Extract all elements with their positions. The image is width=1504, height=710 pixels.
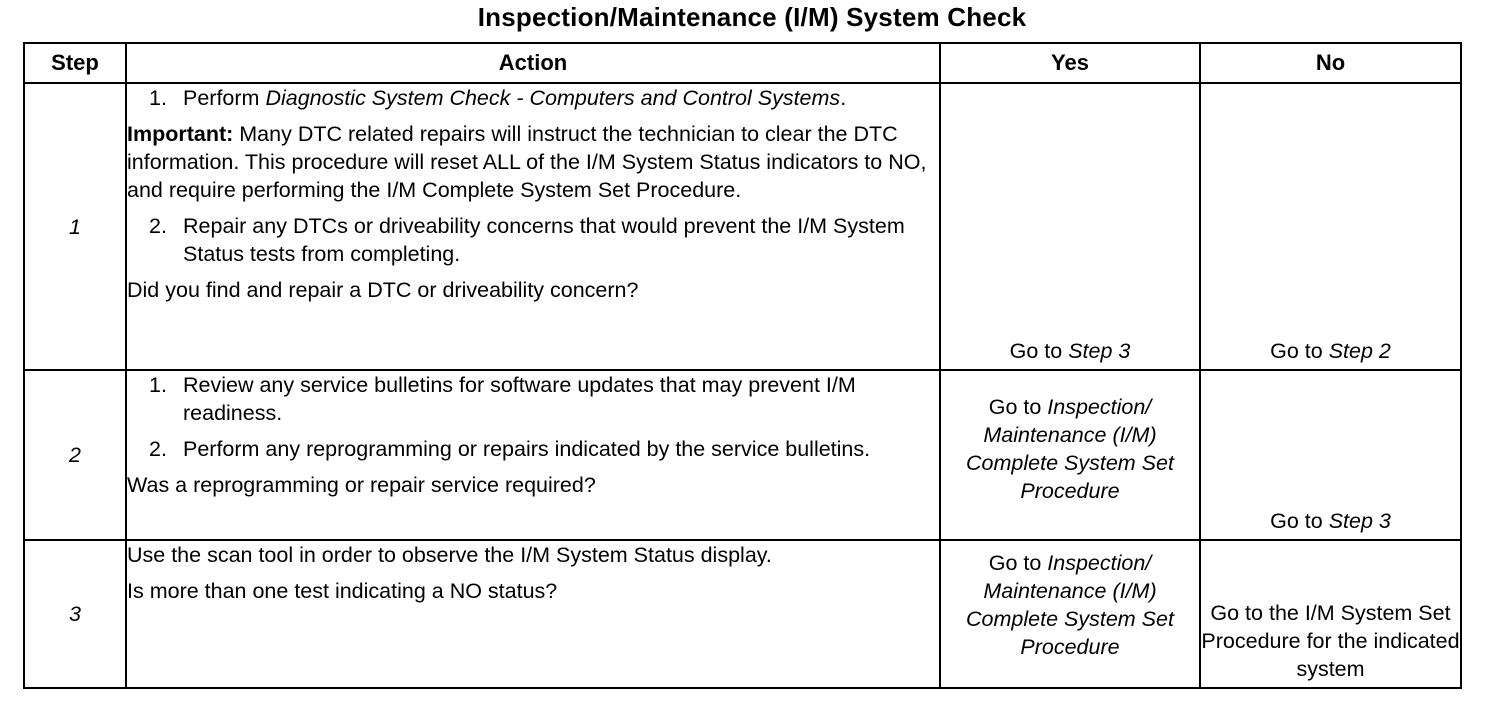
item-number: 2. (149, 437, 167, 461)
yes-cell: Go to Inspection/ Maintenance (I/M) Complete System Set Procedure (940, 370, 1200, 540)
numbered-item (127, 435, 939, 463)
item-text: Perform any reprogramming or repairs indicated by the service bulletins. (183, 437, 871, 461)
numbered-item (127, 84, 939, 112)
question: Was a reprogramming or repair service required? (127, 473, 596, 497)
header-step: Step (24, 43, 126, 83)
goto-step-2-link[interactable]: Step 2 (1328, 339, 1391, 363)
action-cell (126, 370, 940, 540)
item-text: Perform Diagnostic System Check - Computers and Control Systems. (183, 86, 847, 110)
page-title: Inspection/Maintenance (I/M) System Check (477, 2, 1027, 32)
important-label: Important: (127, 122, 234, 146)
step-number: 1 (24, 83, 126, 370)
no-cell: Go to Step 3 (1200, 370, 1461, 540)
computers-control-systems-link[interactable]: Computers and Control Systems (529, 86, 841, 110)
goto-step-3-link[interactable]: Step 3 (1068, 339, 1131, 363)
question: Did you find and repair a DTC or driveability concern? (127, 278, 639, 302)
question: Is more than one test indicating a NO status? (127, 579, 558, 603)
im-complete-set-procedure-link[interactable]: Inspection/ Maintenance (I/M) Complete System Set Procedure (966, 551, 1174, 659)
system-check-table (23, 42, 1462, 689)
yes-cell: Go to Step 3 (940, 83, 1200, 370)
action-cell (126, 540, 940, 688)
no-cell: Go to Step 2 (1200, 83, 1461, 370)
im-complete-set-procedure-link[interactable]: Inspection/ Maintenance (I/M) Complete System Set Procedure (966, 395, 1174, 503)
diagnostic-check-link[interactable]: Diagnostic System Check - (265, 86, 530, 110)
step-number: 2 (24, 370, 126, 540)
yes-cell: Go to Inspection/ Maintenance (I/M) Complete System Set Procedure (940, 540, 1200, 688)
item-text: Repair any DTCs or driveability concerns that would prevent the I/M System Status tests from completing. (183, 214, 905, 266)
goto-step-3-link[interactable]: Step 3 (1328, 509, 1391, 533)
table-row-step-2 (24, 370, 1461, 540)
important-note (127, 120, 939, 204)
header-row (24, 43, 1461, 83)
item-number: 1. (149, 86, 167, 110)
header-action: Action (126, 43, 940, 83)
header-no: No (1200, 43, 1461, 83)
action-cell (126, 83, 940, 370)
numbered-item (127, 212, 939, 268)
item-number: 2. (149, 214, 167, 238)
step-number: 3 (24, 540, 126, 688)
table-row-step-3 (24, 540, 1461, 688)
table-row-step-1 (24, 83, 1461, 370)
instruction: Use the scan tool in order to observe the I/M System Status display. (127, 543, 772, 567)
no-cell[interactable]: Go to the I/M System Set Procedure for the indicated system (1200, 540, 1461, 688)
important-text: Many DTC related repairs will instruct the technician to clear the DTC information. This procedure will reset ALL of the I/M System Status indicators to NO, and require performing the I/M Complete System Set Procedure. (127, 122, 927, 202)
item-number: 1. (149, 373, 167, 397)
numbered-item (127, 371, 939, 427)
item-text: Review any service bulletins for software updates that may prevent I/M readiness. (183, 373, 856, 425)
header-yes: Yes (940, 43, 1200, 83)
